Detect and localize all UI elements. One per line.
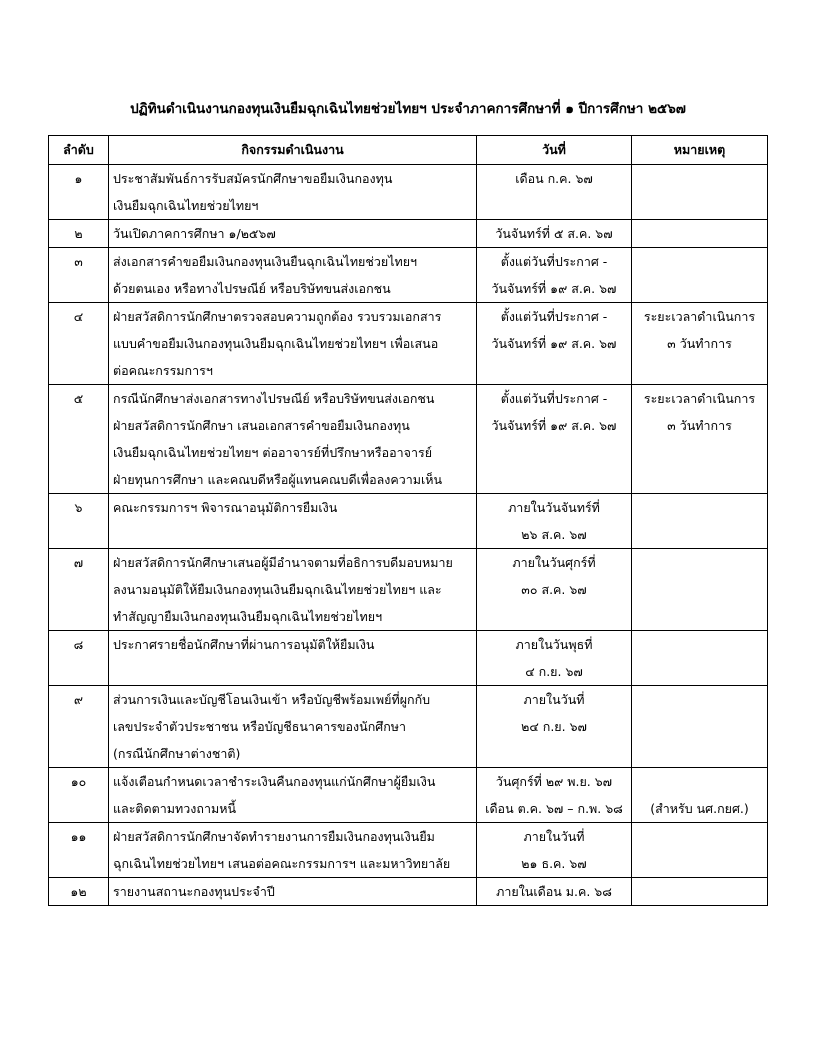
- note-cell: [632, 494, 768, 549]
- date-line: วันจันทร์ที่ ๑๙ ส.ค. ๖๗: [491, 418, 617, 433]
- row-number: ๗: [73, 555, 84, 570]
- date-line: ภายในวันที่: [523, 692, 585, 707]
- row-number: ๕: [73, 391, 84, 406]
- activity-line: เงินยืมฉุกเฉินไทยช่วยไทยฯ ต่ออาจารย์ที่ปรึกษาหรืออาจารย์: [113, 445, 433, 460]
- table-row: [49, 549, 768, 631]
- note-cell: [632, 165, 768, 220]
- activity-cell: [109, 220, 477, 248]
- row-number-cell: [49, 220, 109, 248]
- date-line: ๔ ก.ย. ๖๗: [525, 664, 583, 679]
- note-line: ระยะเวลาดำเนินการ: [643, 391, 756, 406]
- activity-line: เงินยืมฉุกเฉินไทยช่วยไทยฯ: [113, 198, 259, 213]
- activity-line: ฝ่ายสวัสดิการนักศึกษาจัดทำรายงานการยืมเงินกองทุนเงินยืม: [113, 829, 435, 844]
- activity-line: แจ้งเตือนกำหนดเวลาชำระเงินคืนกองทุนแก่นักศึกษาผู้ยืมเงิน: [113, 774, 436, 789]
- row-number: ๑๑: [70, 829, 87, 844]
- note-line: [636, 768, 763, 795]
- row-number-cell: [49, 686, 109, 768]
- date-cell: [477, 823, 632, 878]
- row-number: ๑: [74, 171, 83, 186]
- activity-line: ลงนามอนุมัติให้ยืมเงินกองทุนเงินยืมฉุกเฉินไทยช่วยไทยฯ และ: [113, 582, 442, 597]
- activity-line: ฝ่ายสวัสดิการนักศึกษาเสนอผู้มีอำนาจตามที่อธิการบดีมอบหมาย: [113, 555, 453, 570]
- activity-line: กรณีนักศึกษาส่งเอกสารทางไปรษณีย์ หรือบริษัทขนส่งเอกชน: [113, 391, 435, 406]
- date-line: [481, 466, 627, 493]
- row-number: ๔: [73, 309, 84, 324]
- table-row: [49, 248, 768, 303]
- date-line: ภายในเดือน ม.ค. ๖๘: [496, 884, 612, 899]
- note-line: [636, 713, 763, 740]
- note-line: [636, 220, 763, 247]
- row-number-cell: [49, 248, 109, 303]
- date-line: ๓๐ ส.ค. ๖๗: [521, 582, 587, 597]
- note-line: [636, 658, 763, 685]
- column-header-date: วันที่: [477, 136, 632, 165]
- row-number-cell: [49, 878, 109, 906]
- table-row: [49, 385, 768, 494]
- activity-line: (กรณีนักศึกษาต่างชาติ): [113, 746, 241, 761]
- activity-line: ด้วยตนเอง หรือทางไปรษณีย์ หรือบริษัทขนส่งเอกชน: [113, 281, 391, 296]
- row-number-cell: [49, 165, 109, 220]
- calendar-table: [48, 135, 768, 906]
- activity-line: แบบคำขอยืมเงินกองทุนเงินยืมฉุกเฉินไทยช่วยไทยฯ เพื่อเสนอ: [113, 336, 439, 351]
- date-cell: [477, 385, 632, 494]
- activity-line: [113, 658, 472, 685]
- date-cell: [477, 220, 632, 248]
- column-header-activity: กิจกรรมดำเนินงาน: [109, 136, 477, 165]
- table-row: [49, 631, 768, 686]
- activity-line: ต่อคณะกรรมการฯ: [113, 363, 213, 378]
- activity-line: ส่งเอกสารคำขอยืมเงินกองทุนเงินยืนฉุกเฉินไทยช่วยไทยฯ: [113, 254, 418, 269]
- activity-line: เลขประจำตัวประชาชน หรือบัญชีธนาคารของนักศึกษา: [113, 719, 407, 734]
- activity-line: ส่วนการเงินและบัญชีโอนเงินเข้า หรือบัญชีพร้อมเพย์ที่ผูกกับ: [113, 692, 431, 707]
- date-line: เดือน ก.ค. ๖๗: [515, 171, 593, 186]
- date-line: ๒๔ ก.ย. ๖๗: [521, 719, 587, 734]
- date-cell: [477, 248, 632, 303]
- note-line: [636, 248, 763, 275]
- date-cell: [477, 303, 632, 385]
- activity-cell: [109, 768, 477, 823]
- date-cell: [477, 165, 632, 220]
- note-line: [636, 165, 763, 192]
- note-cell: [632, 768, 768, 823]
- date-cell: [477, 631, 632, 686]
- row-number-cell: [49, 303, 109, 385]
- date-line: ๒๖ ส.ค. ๖๗: [521, 527, 587, 542]
- date-line: [481, 439, 627, 466]
- activity-line: รายงานสถานะกองทุนประจำปี: [113, 884, 275, 899]
- row-number: ๙: [73, 692, 84, 707]
- row-number: ๘: [73, 637, 84, 652]
- date-line: [481, 740, 627, 767]
- row-number: ๑๐: [70, 774, 87, 789]
- date-line: ตั้งแต่วันที่ประกาศ -: [500, 391, 608, 406]
- activity-line: ประชาสัมพันธ์การรับสมัครนักศึกษาขอยืมเงินกองทุน: [113, 171, 393, 186]
- date-cell: [477, 878, 632, 906]
- date-line: ภายในวันศุกร์ที่: [512, 555, 596, 570]
- date-line: [481, 357, 627, 384]
- column-header-no: ลำดับ: [49, 136, 109, 165]
- row-number: ๒: [74, 226, 83, 241]
- note-cell: [632, 248, 768, 303]
- date-line: [481, 603, 627, 630]
- activity-cell: [109, 248, 477, 303]
- date-line: ตั้งแต่วันที่ประกาศ -: [500, 309, 608, 324]
- date-line: [481, 192, 627, 219]
- note-line: [636, 494, 763, 521]
- date-line: วันศุกร์ที่ ๒๙ พ.ย. ๖๗: [495, 774, 613, 789]
- activity-line: คณะกรรมการฯ พิจารณาอนุมัติการยืมเงิน: [113, 500, 338, 515]
- note-line: [636, 549, 763, 576]
- activity-cell: [109, 549, 477, 631]
- note-line: [636, 878, 763, 905]
- row-number-cell: [49, 631, 109, 686]
- note-cell: [632, 686, 768, 768]
- note-line: [636, 603, 763, 630]
- date-line: เดือน ต.ค. ๖๗ – ก.พ. ๖๘: [485, 801, 623, 816]
- note-line: [636, 850, 763, 877]
- row-number: ๓: [74, 254, 83, 269]
- activity-cell: [109, 878, 477, 906]
- note-line: [636, 357, 763, 384]
- activity-line: วันเปิดภาคการศึกษา ๑/๒๕๖๗: [113, 226, 276, 241]
- row-number: ๖: [74, 500, 83, 515]
- note-line: (สำหรับ นศ.กยศ.): [650, 801, 749, 816]
- column-header-note: หมายเหตุ: [632, 136, 768, 165]
- note-line: ๓ วันทำการ: [667, 336, 732, 351]
- note-line: [636, 192, 763, 219]
- activity-line: ฝ่ายสวัสดิการนักศึกษาตรวจสอบความถูกต้อง รวบรวมเอกสาร: [113, 309, 442, 324]
- table-row: [49, 220, 768, 248]
- row-number-cell: [49, 768, 109, 823]
- row-number: ๑๒: [70, 884, 87, 899]
- page-title: ปฏิทินดำเนินงานกองทุนเงินยืมฉุกเฉินไทยช่วยไทยฯ ประจำภาคการศึกษาที่ ๑ ปีการศึกษา ๒๕๖๗: [130, 101, 686, 117]
- activity-cell: [109, 165, 477, 220]
- note-cell: [632, 385, 768, 494]
- note-cell: [632, 823, 768, 878]
- note-line: [636, 466, 763, 493]
- note-line: [636, 740, 763, 767]
- date-line: ภายในวันจันทร์ที่: [508, 500, 600, 515]
- row-number-cell: [49, 549, 109, 631]
- date-line: ภายในวันพุธที่: [515, 637, 593, 652]
- table-row: [49, 823, 768, 878]
- date-line: ภายในวันที่: [523, 829, 585, 844]
- activity-line: และติดตามทวงถามหนี้: [113, 801, 237, 816]
- activity-cell: [109, 631, 477, 686]
- table-row: [49, 303, 768, 385]
- row-number-cell: [49, 823, 109, 878]
- table-body: [49, 165, 768, 906]
- date-line: วันจันทร์ที่ ๑๙ ส.ค. ๖๗: [491, 336, 617, 351]
- date-cell: [477, 686, 632, 768]
- note-cell: [632, 303, 768, 385]
- activity-line: ประกาศรายชื่อนักศึกษาที่ผ่านการอนุมัติให้ยืมเงิน: [113, 637, 375, 652]
- activity-line: ฝ่ายทุนการศึกษา และคณบดีหรือผู้แทนคณบดีเพื่อลงความเห็น: [113, 472, 443, 487]
- table-row: [49, 686, 768, 768]
- activity-cell: [109, 494, 477, 549]
- note-cell: [632, 878, 768, 906]
- note-line: [636, 275, 763, 302]
- note-line: [636, 823, 763, 850]
- activity-cell: [109, 385, 477, 494]
- note-cell: [632, 220, 768, 248]
- date-cell: [477, 494, 632, 549]
- activity-cell: [109, 303, 477, 385]
- row-number-cell: [49, 494, 109, 549]
- date-line: วันจันทร์ที่ ๕ ส.ค. ๖๗: [495, 226, 613, 241]
- note-line: [636, 686, 763, 713]
- activity-line: ฉุกเฉินไทยช่วยไทยฯ เสนอต่อคณะกรรมการฯ และมหาวิทยาลัย: [113, 856, 451, 871]
- table-row: [49, 768, 768, 823]
- note-cell: [632, 549, 768, 631]
- note-line: [636, 521, 763, 548]
- date-cell: [477, 549, 632, 631]
- date-line: ตั้งแต่วันที่ประกาศ -: [500, 254, 608, 269]
- note-line: [636, 576, 763, 603]
- activity-cell: [109, 823, 477, 878]
- date-line: ๒๑ ธ.ค. ๖๗: [521, 856, 587, 871]
- activity-line: [113, 521, 472, 548]
- note-line: [636, 631, 763, 658]
- activity-cell: [109, 686, 477, 768]
- row-number-cell: [49, 385, 109, 494]
- note-line: ๓ วันทำการ: [667, 418, 732, 433]
- table-row: [49, 878, 768, 906]
- note-line: ระยะเวลาดำเนินการ: [643, 309, 756, 324]
- note-line: [636, 439, 763, 466]
- date-cell: [477, 768, 632, 823]
- date-line: วันจันทร์ที่ ๑๙ ส.ค. ๖๗: [491, 281, 617, 296]
- activity-line: ฝ่ายสวัสดิการนักศึกษา เสนอเอกสารคำขอยืมเงินกองทุน: [113, 418, 410, 433]
- note-cell: [632, 631, 768, 686]
- activity-line: ทำสัญญายืมเงินกองทุนเงินยืมฉุกเฉินไทยช่วยไทยฯ: [113, 609, 383, 624]
- table-header-row: [49, 136, 768, 165]
- table-row: [49, 494, 768, 549]
- table-row: [49, 165, 768, 220]
